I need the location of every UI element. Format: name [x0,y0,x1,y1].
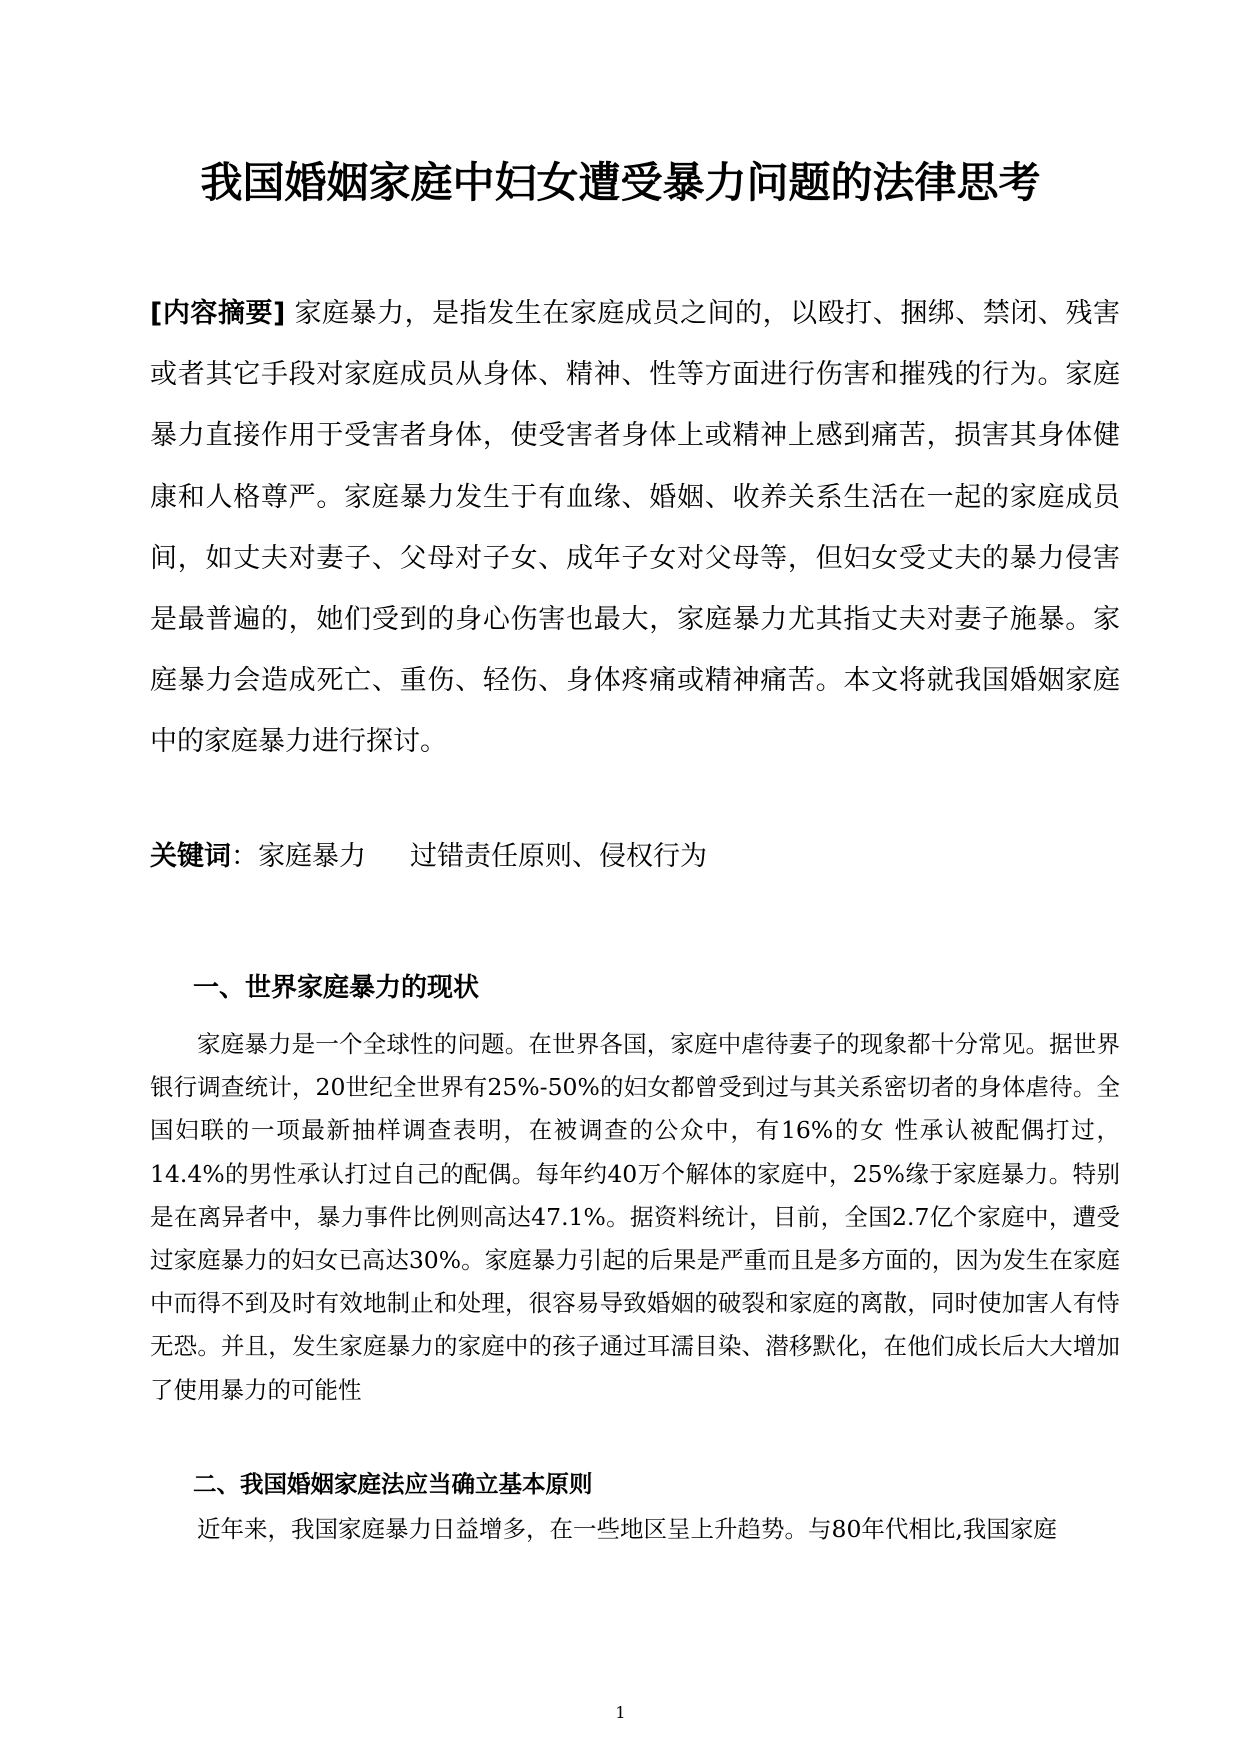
section-heading-1: 一、世界家庭暴力的现状 [193,973,480,1003]
keywords-label: 关键词 [150,841,231,872]
document-title: 我国婚姻家庭中妇女遭受暴力问题的法律思考 [200,158,1041,207]
abstract-label: [内容摘要] [150,298,286,329]
keywords-line [150,834,1120,880]
keywords-separator: ： [231,841,258,872]
abstract-paragraph [150,283,1120,773]
section-heading-2: 二、我国婚姻家庭法应当确立基本原则 [193,1470,593,1498]
section-body-2: 近年来，我国家庭暴力日益增多，在一些地区呈上升趋势。与80年代相比,我国家庭 [197,1515,1057,1543]
page-number: 1 [615,1703,626,1722]
section-body-1: 家庭暴力是一个全球性的问题。在世界各国，家庭中虐待妻子的现象都十分常见。据世界银行调查统计，20世纪全世界有25%-50%的妇女都曾受到过与其关系密切者的身体虐待。全国妇联的一项最新抽样调查表明，在被调查的公众中，有16%的女 性承认被配偶打过，14.4%的男性承认打过自己的配偶。每年约40万个解体的家庭中，25%缘于家庭暴力。特别是在离异者中，暴力事件比例则高达47.1%。据资料统计，目前，全国2.7亿个家庭中，遭受过家庭暴力的妇女已高达30%。家庭暴力引起的后果是严重而且是多方面的，因为发生在家庭中而得不到及时有效地制止和处理，很容易导致婚姻的破裂和家庭的离散，同时使加害人有恃无恐。并且，发生家庭暴力的家庭中的孩子通过耳濡目染、潜移默化，在他们成长后大大增加了使用暴力的可能性 [150,1030,1120,1404]
keyword-first: 家庭暴力 [258,841,366,872]
keyword-rest: 过错责任原则、侵权行为 [410,841,707,872]
abstract-text: 家庭暴力，是指发生在家庭成员之间的，以殴打、捆绑、禁闭、残害或者其它手段对家庭成员从身体、精神、性等方面进行伤害和摧残的行为。家庭暴力直接作用于受害者身体，使受害者身体上或精神上感到痛苦，损害其身体健康和人格尊严。家庭暴力发生于有血缘、婚姻、收养关系生活在一起的家庭成员间，如丈夫对妻子、父母对子女、成年子女对父母等，但妇女受丈夫的暴力侵害是最普遍的，她们受到的身心伤害也最大，家庭暴力尤其指丈夫对妻子施暴。家庭暴力会造成死亡、重伤、轻伤、身体疼痛或精神痛苦。本文将就我国婚姻家庭中的家庭暴力进行探讨。 [150,298,1120,758]
